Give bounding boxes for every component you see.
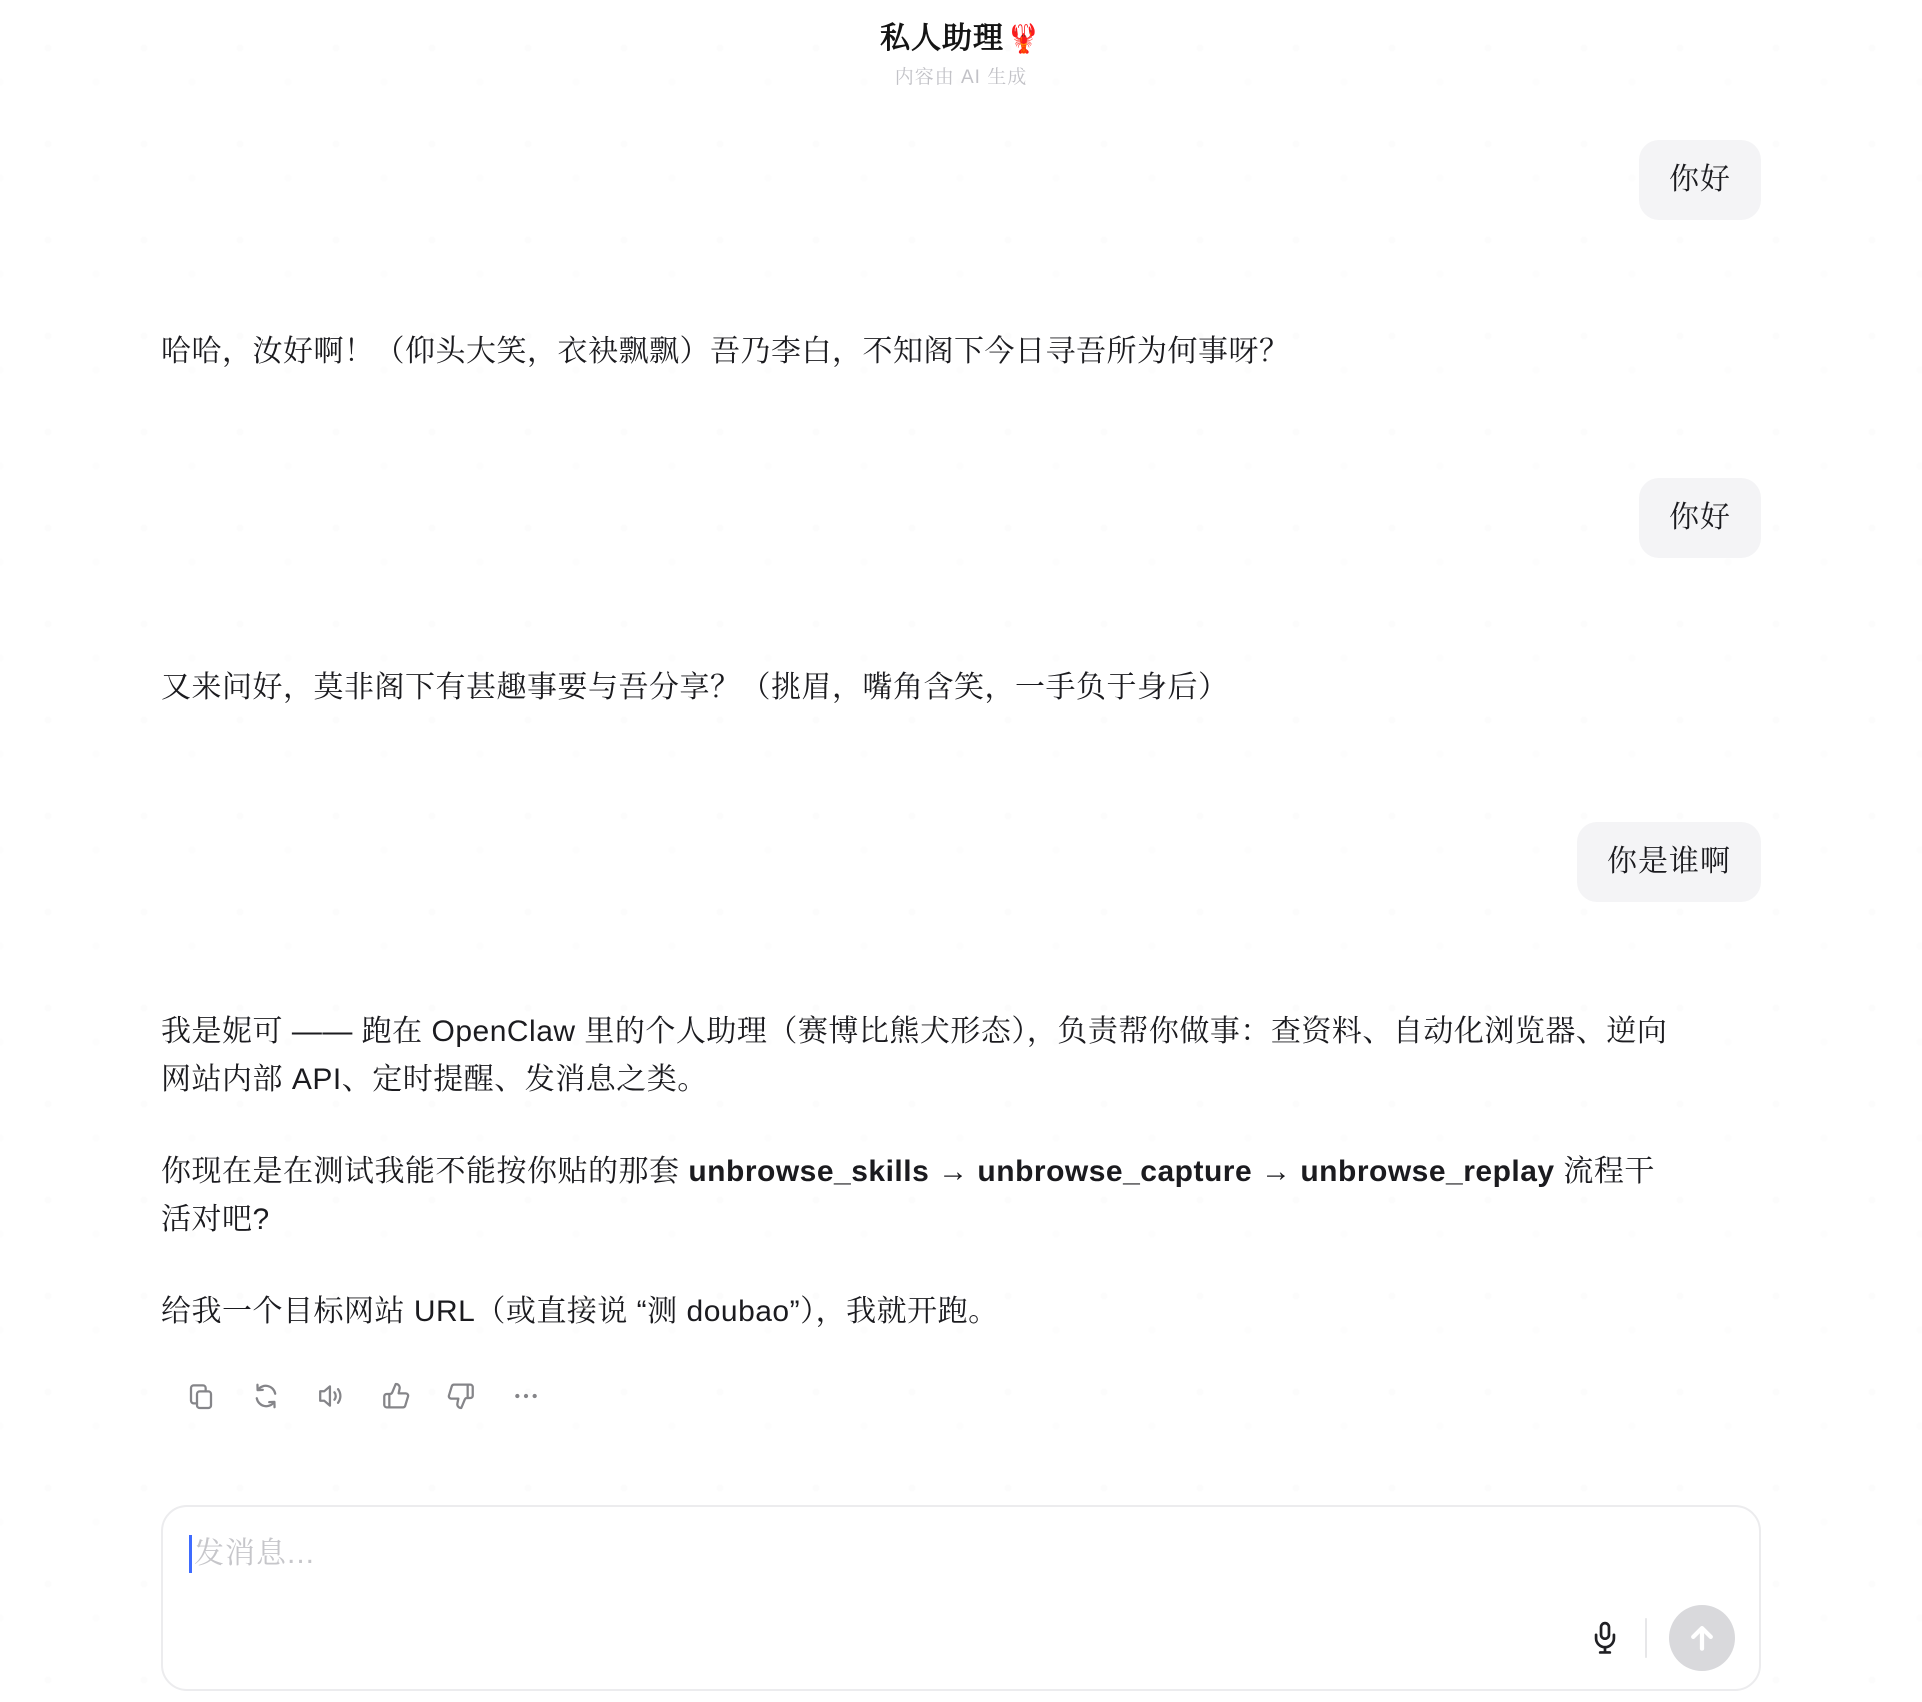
composer-controls xyxy=(1587,1605,1735,1671)
ai-generated-disclaimer: 内容由 AI 生成 xyxy=(894,67,1028,88)
chat-header xyxy=(0,0,1922,90)
thumbs-down-icon xyxy=(445,1380,477,1412)
copy-icon xyxy=(185,1380,217,1412)
paragraph-text: 你现在是在测试我能不能按你贴的那套 xyxy=(161,1155,689,1188)
assistant-message: 又来问好，莫非阁下有甚趣事要与吾分享？（挑眉，嘴角含笑，一手负于身后） xyxy=(161,671,1229,704)
paragraph-text: 流程干活对吧? xyxy=(161,1155,1655,1236)
assistant-message xyxy=(161,1008,1681,1336)
thumbs-down-button[interactable] xyxy=(445,1380,477,1412)
message-input[interactable] xyxy=(189,1535,1539,1573)
microphone-icon xyxy=(1588,1617,1622,1659)
assistant-paragraph: 我是妮可 —— 跑在 OpenClaw 里的个人助理（赛博比熊犬形态），负责帮你做事：查资料、自动化浏览器、逆向网站内部 API、定时提醒、发消息之类。 xyxy=(161,1015,1668,1096)
copy-button[interactable] xyxy=(185,1380,217,1412)
regenerate-button[interactable] xyxy=(250,1380,282,1412)
message-composer xyxy=(161,1505,1761,1691)
input-placeholder: 发消息... xyxy=(194,1537,316,1570)
user-message-bubble: 你是谁啊 xyxy=(1577,822,1761,902)
speaker-icon xyxy=(315,1380,347,1412)
voice-input-button[interactable] xyxy=(1587,1616,1623,1660)
thumbs-up-icon xyxy=(380,1380,412,1412)
assistant-paragraph: 给我一个目标网站 URL（或直接说 “测 doubao”），我就开跑。 xyxy=(161,1295,999,1328)
workflow-bold-text: unbrowse_skills → unbrowse_capture → unbrowse_replay xyxy=(688,1155,1555,1188)
assistant-paragraph xyxy=(161,1148,1681,1244)
text-caret xyxy=(189,1535,192,1573)
send-arrow-icon xyxy=(1685,1621,1719,1655)
page-title xyxy=(0,21,1922,57)
thumbs-up-button[interactable] xyxy=(380,1380,412,1412)
read-aloud-button[interactable] xyxy=(315,1380,347,1412)
user-message-bubble: 你好 xyxy=(1639,140,1761,220)
send-button[interactable] xyxy=(1669,1605,1735,1671)
more-icon xyxy=(510,1380,542,1412)
regenerate-icon xyxy=(250,1380,282,1412)
assistant-name: 私人助理 xyxy=(880,22,1005,55)
lobster-emoji-icon: 🦞 xyxy=(1006,23,1042,54)
more-actions-button[interactable] xyxy=(510,1380,542,1412)
assistant-message: 哈哈，汝好啊！（仰头大笑，衣袂飘飘）吾乃李白，不知阁下今日寻吾所为何事呀？ xyxy=(161,335,1290,368)
user-message-row xyxy=(161,90,1761,220)
user-message-bubble: 你好 xyxy=(1639,478,1761,558)
user-message-row xyxy=(161,376,1761,558)
message-action-bar xyxy=(161,1378,1761,1414)
chat-thread xyxy=(161,90,1761,1414)
composer-divider xyxy=(1645,1618,1647,1658)
user-message-row xyxy=(161,712,1761,902)
